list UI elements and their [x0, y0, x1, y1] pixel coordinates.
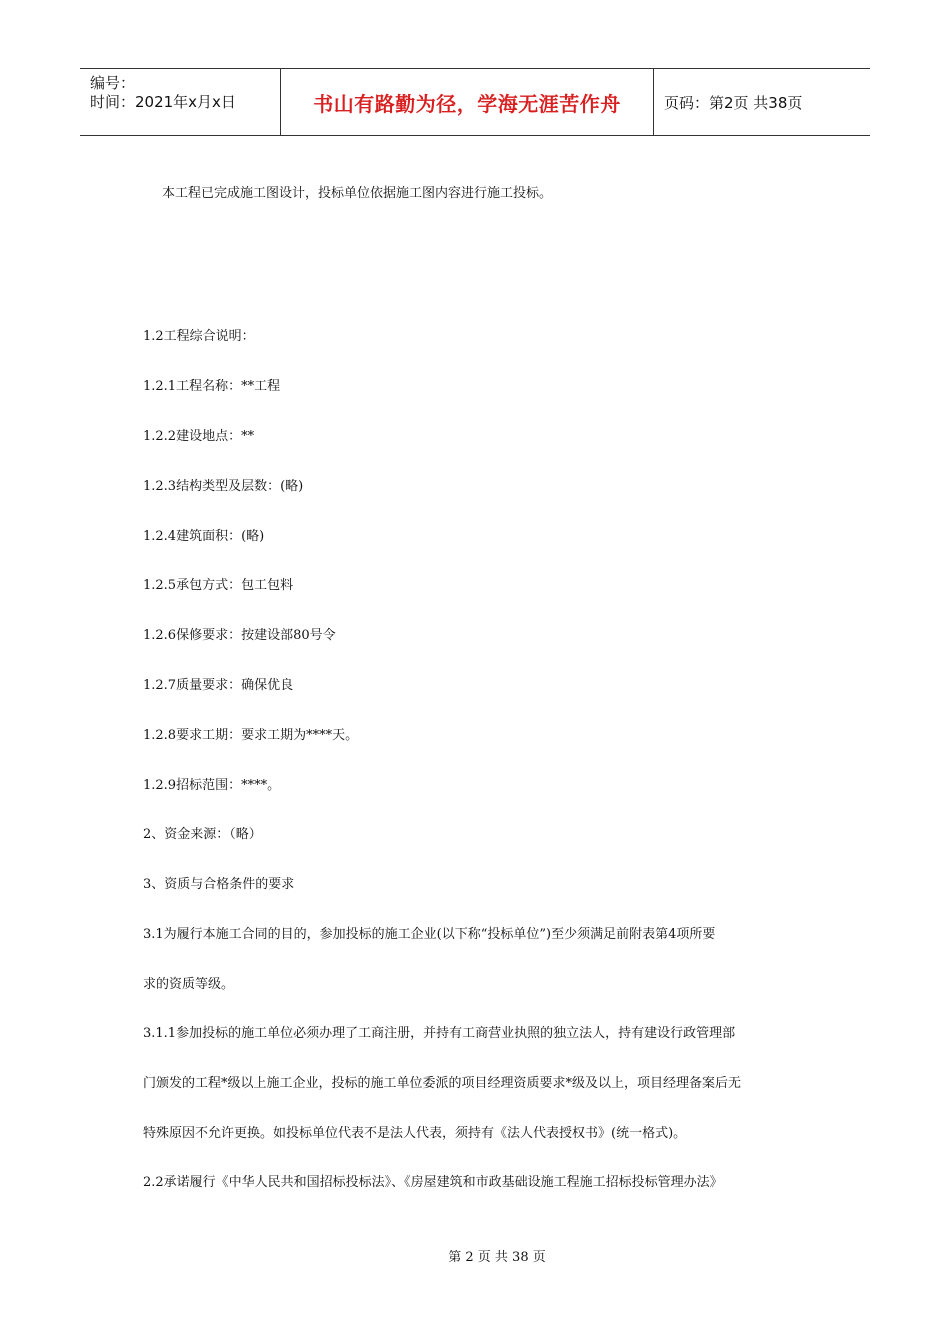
item-warranty: 1.2.6保修要求：按建设部80号令 [143, 628, 336, 643]
paragraph-3-1-line1: 3.1为履行本施工合同的目的，参加投标的施工企业(以下称“投标单位”)至少须满足前附表第4项所要 [143, 927, 716, 942]
item-quality: 1.2.7质量要求：确保优良 [143, 678, 294, 693]
page-footer: 第 2 页 共 38 页 [448, 1250, 546, 1265]
item-contract-mode: 1.2.5承包方式：包工包料 [143, 578, 294, 593]
paragraph-3-1-1-line3: 特殊原因不允许更换。如投标单位代表不是法人代表，须持有《法人代表授权书》(统一格式)。 [143, 1126, 687, 1141]
item-project-name: 1.2.1工程名称：**工程 [143, 379, 281, 394]
document-time: 时间：2021年x月x日 [90, 93, 236, 111]
item-area: 1.2.4建筑面积：(略) [143, 529, 265, 544]
header-page-info: 页码：第2页 共38页 [664, 93, 803, 112]
section-qualification: 3、资质与合格条件的要求 [143, 877, 295, 892]
header-motto: 书山有路勤为径，学海无涯苦作舟 [281, 69, 654, 135]
item-structure: 1.2.3结构类型及层数：(略) [143, 479, 304, 494]
document-code-label: 编号： [90, 74, 136, 92]
paragraph-3-1-line2: 求的资质等级。 [143, 977, 235, 992]
header-meta [80, 69, 281, 135]
paragraph-3-1-1-line1: 3.1.1参加投标的施工单位必须办理了工商注册，并持有工商营业执照的独立法人，持有建设行政管理部 [143, 1026, 736, 1041]
item-location: 1.2.2建设地点：** [143, 429, 255, 444]
page-header [80, 68, 870, 136]
paragraph-2-2-line1: 2.2承诺履行《中华人民共和国招标投标法》、《房屋建筑和市政基础设施工程施工招标投标管理办法》 [143, 1175, 723, 1190]
item-scope: 1.2.9招标范围：****。 [143, 778, 281, 793]
section-heading-1-2: 1.2工程综合说明： [143, 329, 255, 344]
paragraph-intro: 本工程已完成施工图设计，投标单位依据施工图内容进行施工投标。 [162, 186, 553, 201]
item-duration: 1.2.8要求工期：要求工期为****天。 [143, 728, 359, 743]
section-funding: 2、资金来源：（略） [143, 827, 262, 842]
paragraph-3-1-1-line2: 门颁发的工程*级以上施工企业，投标的施工单位委派的项目经理资质要求*级及以上，项目经理备案后无 [143, 1076, 742, 1091]
